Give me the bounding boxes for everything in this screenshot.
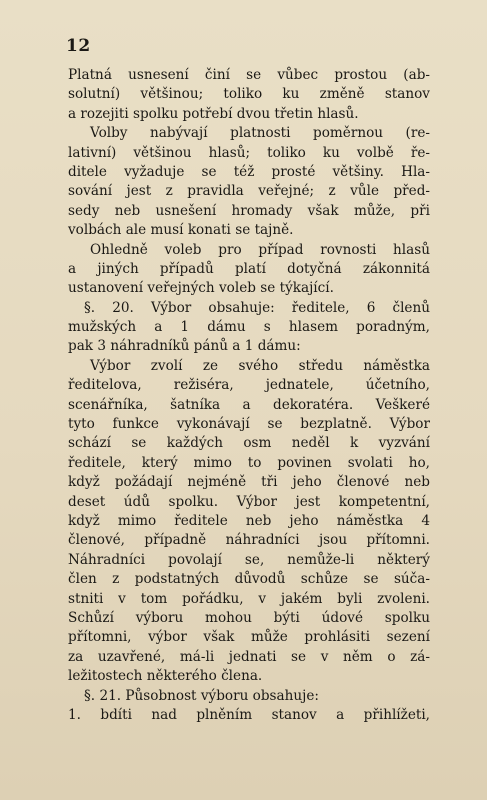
text-line: scenářníka, šatníka a dekoratéra. Veškeré <box>68 396 430 413</box>
text-line: ředitele, který mimo to povinen svolati ho, <box>68 454 430 471</box>
text-line: Náhradníci povolají se, nemůže-li některý <box>68 551 430 568</box>
text-line: schází se každých osm neděl k vyzvání <box>68 435 430 452</box>
text-line: ustanovení veřejných voleb se týkající. <box>68 280 334 297</box>
text-line: Volby nabývají platnosti poměrnou (re- <box>90 125 430 142</box>
text-line: ditele vyžaduje se též prosté většiny. Hla- <box>68 163 430 180</box>
text-line: solutní) většinou; toliko ku změně stanov <box>68 86 430 103</box>
text-line: ředitelova, režiséra, jednatele, účetního, <box>68 377 430 394</box>
text-line: 1. bdíti nad plněním stanov a přihlížeti, <box>68 706 430 723</box>
text-line: ležitostech některého člena. <box>68 668 263 685</box>
text-line: sedy neb usnešení hromady však může, při <box>68 202 430 219</box>
text-line: přítomni, výbor však může prohlásiti sezení <box>68 629 430 646</box>
text-line: Schůzí výboru mohou býti údové spolku <box>68 609 430 626</box>
page-number: 12 <box>66 36 91 56</box>
text-line: člen z podstatných důvodů schůze se súča- <box>68 571 430 588</box>
text-line: když požádají nejméně tři jeho členové neb <box>68 474 430 491</box>
text-line: za uzavřené, má-li jednati se v něm o zá- <box>68 648 430 665</box>
text-line: sování jest z pravidla veřejné; z vůle před- <box>68 183 430 200</box>
text-line: Platná usnesení činí se vůbec prostou (ab- <box>68 67 430 83</box>
text-line: a rozejiti spolku potřebí dvou třetin hlasů. <box>68 105 359 122</box>
text-line: když mimo ředitele neb jeho náměstka 4 <box>68 512 430 529</box>
text-line: pak 3 náhradníků pánů a 1 dámu: <box>68 338 301 355</box>
text-line: §. 20. Výbor obsahuje: ředitele, 6 členů <box>84 299 430 316</box>
text-line: deset údů spolku. Výbor jest kompetentní, <box>68 493 430 510</box>
text-line: členové, případně náhradníci jsou přítomni. <box>68 532 430 549</box>
text-line: a jiných případů platí dotyčná zákonnitá <box>68 260 430 277</box>
text-line: lativní) většinou hlasů; toliko ku volbě ře- <box>68 144 430 161</box>
text-line: Výbor zvolí ze svého středu náměstka <box>90 357 430 374</box>
text-line: tyto funkce vykonávají se bezplatně. Výbor <box>68 416 430 433</box>
body-text <box>68 66 430 725</box>
text-line: mužských a 1 dámu s hlasem poradným, <box>68 319 430 336</box>
text-line: §. 21. Působnost výboru obsahuje: <box>84 687 319 704</box>
text-line: Ohledně voleb pro případ rovnosti hlasů <box>90 241 430 258</box>
text-line: stniti v tom pořádku, v jakém byli zvoleni. <box>68 590 430 607</box>
text-line: volbách ale musí konati se tajně. <box>68 222 294 239</box>
